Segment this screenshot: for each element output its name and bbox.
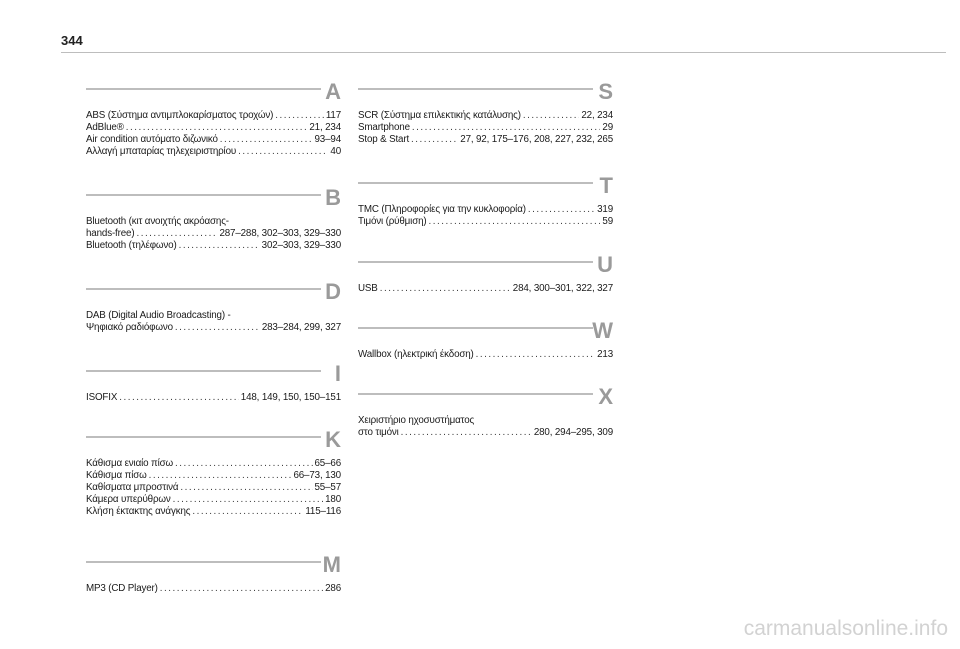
entry-pages: 29 — [602, 122, 613, 133]
index-entry — [86, 494, 341, 506]
entry-term: Χειριστήριο ηχοσυστήματος — [358, 415, 475, 426]
section-letter: S — [598, 79, 613, 104]
section-divider — [358, 393, 593, 395]
entry-pages: 93–94 — [314, 134, 341, 145]
entry-term: Τιμόνι (ρύθμιση) — [358, 216, 427, 227]
index-entry — [86, 482, 341, 494]
section-header — [358, 253, 613, 283]
entry-term: USB — [358, 283, 378, 294]
section-header — [358, 80, 613, 110]
dot-leader — [411, 134, 458, 146]
section-header — [86, 280, 341, 310]
entry-pages: 115–116 — [305, 506, 341, 517]
dot-leader — [476, 349, 595, 361]
entry-term: Κάθισμα ενιαίο πίσω — [86, 458, 174, 469]
entry-term: Bluetooth (κιτ ανοιχτής ακρόασης- — [86, 216, 229, 227]
entry-pages: 280, 294–295, 309 — [533, 427, 613, 438]
index-section-u — [358, 253, 613, 295]
section-letter: X — [598, 384, 613, 409]
entry-term: ISOFIX — [86, 392, 118, 403]
section-header — [86, 80, 341, 110]
entry-term: MP3 (CD Player) — [86, 583, 158, 594]
index-entry — [358, 134, 613, 146]
dot-leader — [275, 110, 324, 122]
index-section-b — [86, 186, 341, 252]
dot-leader — [523, 110, 579, 122]
entry-term: ABS (Σύστημα αντιμπλοκαρίσματος τροχών) — [86, 110, 274, 121]
dot-leader — [179, 240, 260, 252]
dot-leader — [175, 322, 260, 334]
entry-term: Smartphone — [358, 122, 410, 133]
section-header — [86, 428, 341, 458]
index-entry — [358, 216, 613, 228]
dot-leader — [192, 506, 303, 518]
index-entry — [86, 583, 341, 595]
entry-term: AdBlue® — [86, 122, 124, 133]
index-entry — [358, 349, 613, 361]
index-section-x — [358, 385, 613, 439]
page-number: 344 — [61, 33, 83, 48]
index-section-k — [86, 428, 341, 518]
index-entry — [86, 110, 341, 122]
index-section-s — [358, 80, 613, 146]
entry-pages: 59 — [602, 216, 613, 227]
index-section-a — [86, 80, 341, 158]
section-divider — [86, 288, 321, 290]
section-letter: U — [597, 252, 613, 277]
entry-pages: 148, 149, 150, 150–151 — [240, 392, 341, 403]
dot-leader — [126, 122, 308, 134]
index-entry — [358, 283, 613, 295]
dot-leader — [173, 494, 323, 506]
index-entry — [358, 110, 613, 122]
index-entry — [86, 470, 341, 482]
dot-leader — [119, 392, 239, 404]
section-letter: B — [325, 185, 341, 210]
dot-leader — [429, 216, 601, 228]
entry-pages: 287–288, 302–303, 329–330 — [219, 228, 341, 239]
section-letter: K — [325, 427, 341, 452]
entry-term: TMC (Πληροφορίες για την κυκλοφορία) — [358, 204, 526, 215]
section-header — [358, 319, 613, 349]
entry-pages: 40 — [330, 146, 341, 157]
entry-term: Wallbox (ηλεκτρική έκδοση) — [358, 349, 474, 360]
entry-term: Air condition αυτόματο διζωνικό — [86, 134, 218, 145]
entry-pages: 55–57 — [314, 482, 341, 493]
entry-pages: 213 — [597, 349, 613, 360]
entry-term: SCR (Σύστημα επιλεκτικής κατάλυσης) — [358, 110, 521, 121]
section-letter: A — [325, 79, 341, 104]
section-letter: I — [334, 361, 341, 386]
dot-leader — [220, 134, 313, 146]
dot-leader — [380, 283, 511, 295]
entry-term: Κλήση έκτακτης ανάγκης — [86, 506, 191, 517]
entry-pages: 22, 234 — [581, 110, 613, 121]
section-header — [358, 385, 613, 415]
entry-pages: 302–303, 329–330 — [261, 240, 341, 251]
section-header — [86, 553, 341, 583]
index-section-i — [86, 362, 341, 404]
entry-pages: 180 — [325, 494, 341, 505]
entry-term: Bluetooth (τηλέφωνο) — [86, 240, 177, 251]
entry-pages: 283–284, 299, 327 — [261, 322, 341, 333]
entry-pages: 65–66 — [314, 458, 341, 469]
entry-pages: 284, 300–301, 322, 327 — [512, 283, 613, 294]
section-divider — [358, 261, 593, 263]
entry-term-continued: στο τιμόνι — [358, 427, 399, 438]
dot-leader — [175, 458, 312, 470]
index-section-m — [86, 553, 341, 595]
index-section-w — [358, 319, 613, 361]
index-entry — [358, 122, 613, 134]
entry-pages: 21, 234 — [309, 122, 341, 133]
entry-pages: 286 — [325, 583, 341, 594]
entry-pages: 117 — [325, 110, 341, 121]
entry-term: Καθίσματα μπροστινά — [86, 482, 179, 493]
section-divider — [358, 327, 593, 329]
section-divider — [86, 194, 321, 196]
index-entry — [86, 122, 341, 134]
dot-leader — [412, 122, 601, 134]
dot-leader — [149, 470, 292, 482]
entry-term: Stop & Start — [358, 134, 410, 145]
dot-leader — [528, 204, 595, 216]
dot-leader — [136, 228, 217, 240]
dot-leader — [160, 583, 323, 595]
section-header — [358, 174, 613, 204]
section-divider — [358, 182, 593, 184]
dot-leader — [180, 482, 312, 494]
entry-term: DAB (Digital Audio Broadcasting) - — [86, 310, 231, 321]
index-entry — [86, 216, 341, 240]
section-letter: D — [325, 279, 341, 304]
index-entry — [86, 506, 341, 518]
top-divider — [61, 52, 946, 53]
section-divider — [86, 436, 321, 438]
index-section-d — [86, 280, 341, 334]
section-divider — [86, 88, 321, 90]
entry-term: Κάθισμα πίσω — [86, 470, 147, 481]
entry-term: Αλλαγή μπαταρίας τηλεχειριστηρίου — [86, 146, 237, 157]
entry-term: Κάμερα υπερύθρων — [86, 494, 171, 505]
section-letter: W — [592, 318, 613, 343]
index-entry — [86, 392, 341, 404]
dot-leader — [401, 427, 532, 439]
section-divider — [86, 370, 321, 372]
section-letter: T — [599, 173, 613, 198]
index-entry — [86, 146, 341, 158]
index-entry — [86, 310, 341, 334]
dot-leader — [238, 146, 328, 158]
index-entry — [86, 240, 341, 252]
entry-term-continued: Ψηφιακό ραδιόφωνο — [86, 322, 173, 333]
index-section-t — [358, 174, 613, 228]
entry-pages: 27, 92, 175–176, 208, 227, 232, 265 — [460, 134, 613, 145]
watermark: carmanualsonline.info — [743, 617, 948, 640]
section-header — [86, 186, 341, 216]
index-entry — [86, 134, 341, 146]
index-entry — [358, 204, 613, 216]
section-header — [86, 362, 341, 392]
entry-pages: 66–73, 130 — [293, 470, 341, 481]
section-letter: M — [322, 552, 341, 577]
entry-term-continued: hands-free) — [86, 228, 135, 239]
entry-pages: 319 — [597, 204, 613, 215]
section-divider — [86, 561, 321, 563]
section-divider — [358, 88, 593, 90]
index-entry — [358, 415, 613, 439]
index-entry — [86, 458, 341, 470]
